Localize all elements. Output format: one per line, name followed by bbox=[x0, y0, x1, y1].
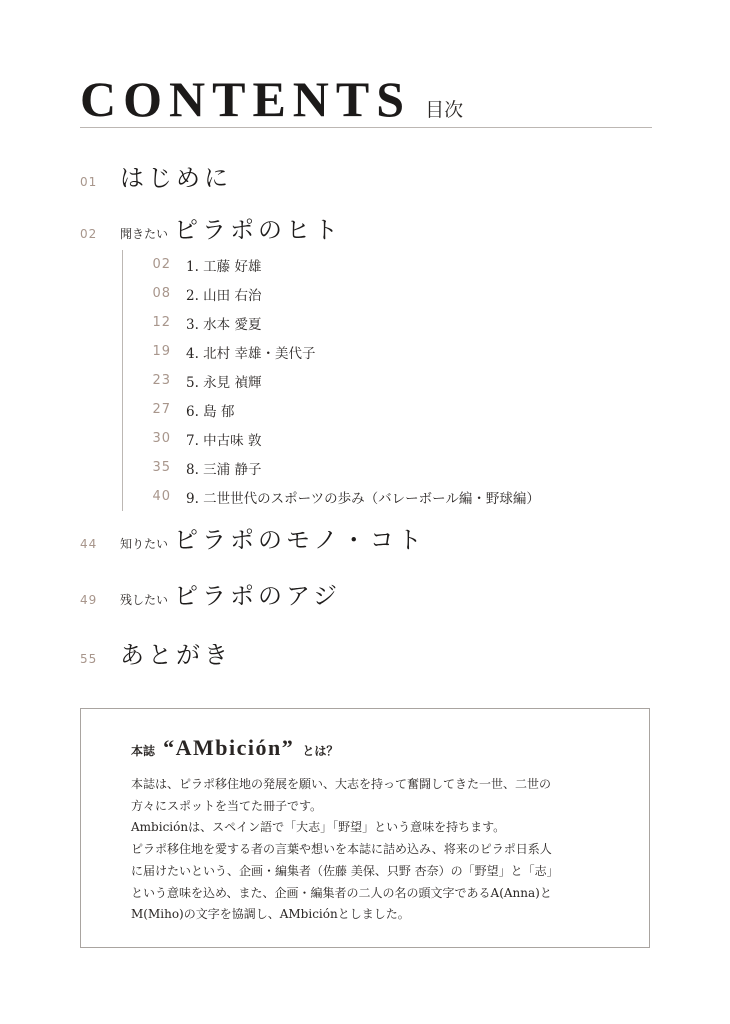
about-heading-prefix: 本誌 bbox=[131, 744, 156, 758]
toc-sub-page-number: 08 bbox=[152, 286, 171, 301]
toc-title: はじめに bbox=[120, 164, 232, 192]
header-divider bbox=[80, 127, 652, 128]
toc-sub-list bbox=[122, 250, 643, 511]
toc-entry-kikitai bbox=[80, 210, 342, 245]
toc-title: ピラポのモノ・コト bbox=[174, 526, 426, 554]
about-text bbox=[131, 774, 636, 926]
page-title: CONTENTS bbox=[80, 71, 412, 127]
toc-sub-item bbox=[123, 250, 643, 279]
toc-sub-page-number: 19 bbox=[152, 344, 171, 359]
toc-sub-item bbox=[123, 366, 643, 395]
toc-sub-label: 3. 水本 愛夏 bbox=[186, 316, 262, 333]
about-heading-main: “AMbición” bbox=[163, 735, 295, 760]
toc-sub-item bbox=[123, 424, 643, 453]
toc-sub-page-number: 02 bbox=[152, 257, 171, 272]
toc-prefix: 聞きたい bbox=[120, 227, 169, 241]
toc-sub-label: 8. 三浦 静子 bbox=[186, 461, 262, 478]
toc-sub-page-number: 40 bbox=[152, 489, 171, 504]
toc-sub-page-number: 12 bbox=[152, 315, 171, 330]
toc-page-number: 01 bbox=[80, 175, 98, 189]
about-text-line: に届けたいという、企画・編集者（佐藤 美保、只野 杏奈）の「野望」と「志」 bbox=[131, 863, 559, 878]
toc-sub-label: 1. 工藤 好雄 bbox=[186, 258, 262, 275]
toc-title: あとがき bbox=[120, 641, 232, 669]
toc-sub-item bbox=[123, 279, 643, 308]
toc-title: ピラポのアジ bbox=[174, 582, 342, 610]
toc-sub-page-number: 27 bbox=[152, 402, 171, 417]
toc-prefix: 知りたい bbox=[120, 537, 169, 551]
about-text-line: ピラポ移住地を愛する者の言葉や想いを本誌に詰め込み、将来のピラポ日系人 bbox=[131, 842, 552, 857]
toc-sub-item bbox=[123, 453, 643, 482]
toc-entry-hajimeni bbox=[80, 158, 232, 193]
toc-page-number: 44 bbox=[80, 537, 98, 551]
about-text-line: 方々にスポットを当てた冊子です。 bbox=[131, 798, 323, 813]
about-text-line: 本誌は、ピラポ移住地の発展を願い、大志を持って奮闘してきた一世、二世の bbox=[131, 777, 552, 791]
toc-sub-label: 7. 中古味 敦 bbox=[186, 432, 262, 449]
about-text-line: M(Miho)の文字を協調し、AMbiciónとしました。 bbox=[131, 907, 410, 922]
about-heading-suffix: とは？ bbox=[302, 744, 339, 758]
toc-sub-label: 6. 島 郁 bbox=[186, 403, 235, 420]
toc-page-number: 49 bbox=[80, 593, 98, 607]
toc-entry-shiritai bbox=[80, 520, 426, 555]
about-text-line: Ambiciónは、スペイン語で「大志」「野望」という意味を持ちます。 bbox=[131, 820, 506, 835]
toc-prefix: 残したい bbox=[120, 593, 169, 607]
toc-sub-label: 9. 二世世代のスポーツの歩み（バレーボール編・野球編） bbox=[186, 490, 540, 507]
toc-entry-atogaki bbox=[80, 635, 232, 670]
toc-title: ピラポのヒト bbox=[174, 216, 343, 244]
toc-sub-item bbox=[123, 395, 643, 424]
toc-sub-item bbox=[123, 308, 643, 337]
toc-sub-label: 4. 北村 幸雄・美代子 bbox=[186, 345, 316, 362]
toc-sub-item bbox=[123, 337, 643, 366]
toc-page-number: 02 bbox=[80, 227, 98, 241]
about-text-line: という意味を込め、また、企画・編集者の二人の名の頭文字であるA(Anna)と bbox=[131, 885, 552, 900]
toc-sub-label: 5. 永見 禎輝 bbox=[186, 374, 262, 391]
page-title-jp: 目次 bbox=[425, 99, 464, 121]
toc-sub-label: 2. 山田 右治 bbox=[186, 287, 262, 304]
toc-sub-page-number: 35 bbox=[152, 460, 171, 475]
toc-sub-item bbox=[123, 482, 643, 511]
toc-sub-page-number: 23 bbox=[152, 373, 171, 388]
about-heading bbox=[131, 735, 338, 761]
page-header bbox=[80, 70, 652, 128]
about-box bbox=[80, 708, 650, 948]
toc-sub-page-number: 30 bbox=[152, 431, 171, 446]
toc-page-number: 55 bbox=[80, 652, 98, 666]
toc-entry-nokoshitai bbox=[80, 576, 341, 611]
